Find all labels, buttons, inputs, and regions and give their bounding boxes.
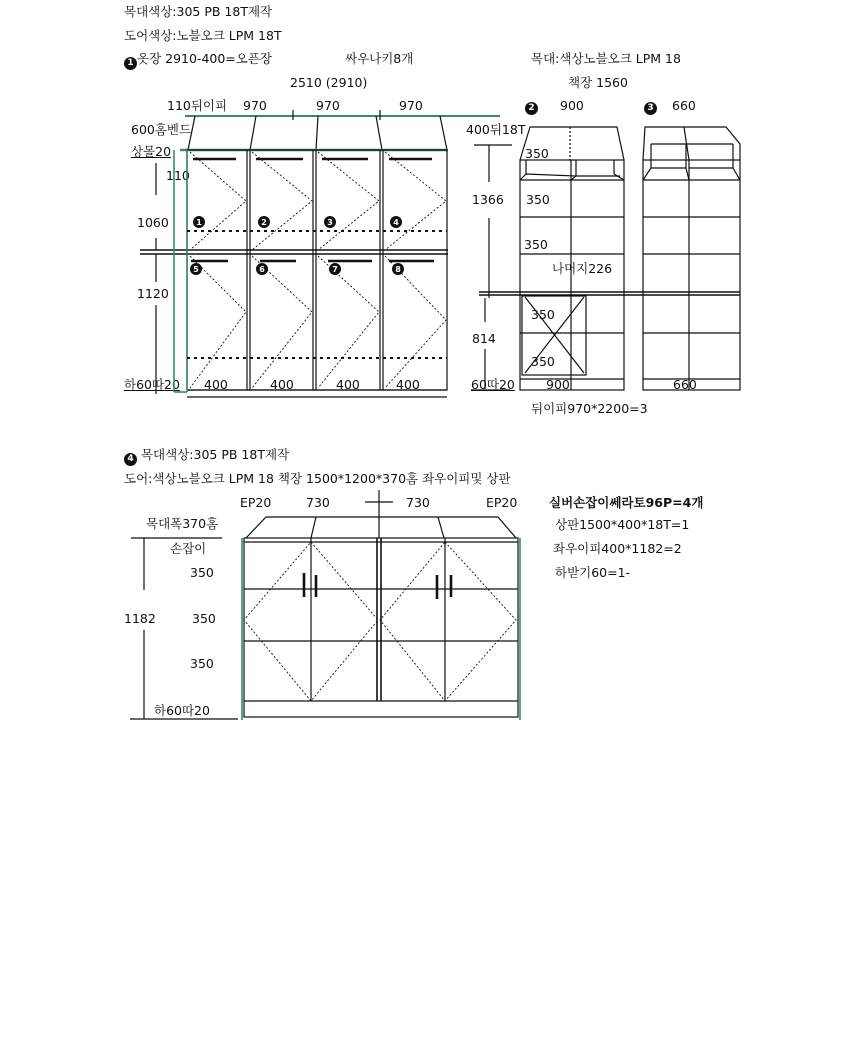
drawing-line bbox=[318, 256, 379, 388]
drawing-line bbox=[380, 542, 516, 701]
cabinet-line-2: 도어:색상노블오크 LPM 18 책장 1500*1200*370홈 좌우이피및 상판 bbox=[124, 471, 511, 486]
wardrobe-total-width: 2510 (2910) bbox=[290, 75, 368, 90]
parts-item-1: 실버손잡이쎄라토96P=4개 bbox=[549, 495, 704, 510]
ep-right: EP20 bbox=[486, 495, 518, 510]
cabinet-shelf-1: 350 bbox=[190, 565, 214, 580]
crown-edge bbox=[250, 116, 256, 150]
wardrobe-base-label: 하60따20 bbox=[124, 377, 180, 392]
cabinet-drawing bbox=[130, 490, 520, 720]
ep-left: EP20 bbox=[240, 495, 272, 510]
door-width-right: 730 bbox=[406, 495, 430, 510]
drawing-line bbox=[311, 517, 316, 538]
cabinet-total-height: 1182 bbox=[124, 611, 156, 626]
wardrobe-title: 옷장 2910-400=오픈장 bbox=[137, 51, 273, 66]
door-num-1: 1 bbox=[196, 218, 202, 227]
header-line-1: 목대색상:305 PB 18T제작 bbox=[124, 4, 273, 19]
crown-label: 600홈벤드 bbox=[131, 122, 192, 137]
door-num-5: 5 bbox=[193, 265, 199, 274]
parts-item-3: 좌우이피400*1182=2 bbox=[553, 541, 682, 556]
door-num-8: 8 bbox=[395, 265, 401, 274]
bookcase-title: 목대:색상노블오크 LPM 18 bbox=[531, 51, 681, 66]
unit2-top bbox=[520, 127, 624, 160]
door-num-4: 4 bbox=[393, 218, 399, 227]
drawing-line bbox=[318, 152, 379, 250]
back-panel-note: 뒤이피970*2200=3 bbox=[531, 401, 648, 416]
drawing-line bbox=[643, 168, 689, 180]
crown-edge bbox=[376, 116, 382, 150]
bookcase-back-label: 400뒤18T bbox=[466, 122, 526, 137]
shelf-3-label: 350 bbox=[524, 237, 548, 252]
remainder-label: 나머지226 bbox=[552, 261, 613, 276]
bookcase-drawing bbox=[471, 127, 740, 390]
marker-4-icon: 4 bbox=[124, 453, 137, 466]
drawing-line bbox=[190, 152, 246, 250]
unit3-width: 660 bbox=[672, 98, 696, 113]
upper-height-label: 1060 bbox=[137, 215, 169, 230]
sauna-key-note: 싸우나키8개 bbox=[345, 51, 414, 66]
shelf-1-label: 350 bbox=[525, 146, 549, 161]
drawing-line bbox=[385, 152, 446, 250]
crown-edge bbox=[440, 116, 447, 150]
cabinet-top bbox=[246, 517, 516, 538]
wardrobe-width-3: 970 bbox=[399, 98, 423, 113]
top-molding-label: 상몰20 bbox=[131, 144, 172, 159]
bookcase-lower-height: 814 bbox=[472, 331, 496, 346]
drawing-line bbox=[520, 174, 576, 180]
bottom-width-3: 660 bbox=[673, 377, 697, 392]
drawing-line bbox=[438, 517, 444, 538]
shelf-2-label: 350 bbox=[526, 192, 550, 207]
bookcase-upper-height: 1366 bbox=[472, 192, 504, 207]
door-markers bbox=[190, 216, 404, 275]
lower-height-label: 1120 bbox=[137, 286, 169, 301]
wardrobe-drawing bbox=[140, 110, 500, 397]
door-num-6: 6 bbox=[259, 265, 265, 274]
door-width-1: 400 bbox=[204, 377, 228, 392]
crown-edge bbox=[316, 116, 318, 150]
unit2-width: 900 bbox=[560, 98, 584, 113]
drawing-line bbox=[733, 168, 740, 180]
parts-item-2: 상판1500*400*18T=1 bbox=[555, 517, 690, 532]
drawing-line bbox=[385, 256, 446, 388]
header-line-2: 도어색상:노블오크 LPM 18T bbox=[124, 28, 282, 43]
wardrobe-width-1: 970 bbox=[243, 98, 267, 113]
wardrobe-back-panel: 110뒤이피 bbox=[167, 98, 228, 113]
wardrobe-width-2: 970 bbox=[316, 98, 340, 113]
bottom-width-2: 900 bbox=[546, 377, 570, 392]
unit3-frame bbox=[643, 160, 740, 390]
handle-label: 손잡이 bbox=[170, 541, 207, 556]
parts-item-4: 하받기60=1- bbox=[555, 565, 631, 580]
marker-2-badge: 2 bbox=[525, 102, 538, 115]
top-gap-label: 110 bbox=[166, 168, 190, 183]
drawing-line bbox=[190, 256, 246, 388]
door-width-3: 400 bbox=[336, 377, 360, 392]
cabinet-title: 목대색상:305 PB 18T제작 bbox=[140, 447, 290, 462]
door-width-2: 400 bbox=[270, 377, 294, 392]
door-num-7: 7 bbox=[332, 265, 338, 274]
bookcase-subtitle: 책장 1560 bbox=[568, 75, 628, 90]
drawing-line bbox=[252, 152, 312, 250]
door-width-left: 730 bbox=[306, 495, 330, 510]
crown-edge bbox=[188, 116, 195, 150]
cabinet-shelf-3: 350 bbox=[190, 656, 214, 671]
depth-label: 목대폭370홈 bbox=[146, 516, 219, 531]
door-num-3: 3 bbox=[327, 218, 333, 227]
drawing-line bbox=[614, 174, 624, 180]
door-marker-labels bbox=[193, 218, 401, 274]
unit2-frame bbox=[520, 160, 624, 390]
door-width-4: 400 bbox=[396, 377, 420, 392]
cabinet-shelf-2: 350 bbox=[192, 611, 216, 626]
cabinet-base-label: 하60따20 bbox=[154, 703, 210, 718]
bookcase-base-label: 60따20 bbox=[471, 377, 515, 392]
marker-3-badge: 3 bbox=[644, 102, 657, 115]
lower-shelf-1-label: 350 bbox=[531, 307, 555, 322]
drawing-line bbox=[252, 256, 312, 388]
door-num-2: 2 bbox=[261, 218, 267, 227]
marker-1-icon: 1 bbox=[124, 57, 137, 70]
lower-shelf-2-label: 350 bbox=[531, 354, 555, 369]
wardrobe-frame bbox=[187, 150, 447, 390]
